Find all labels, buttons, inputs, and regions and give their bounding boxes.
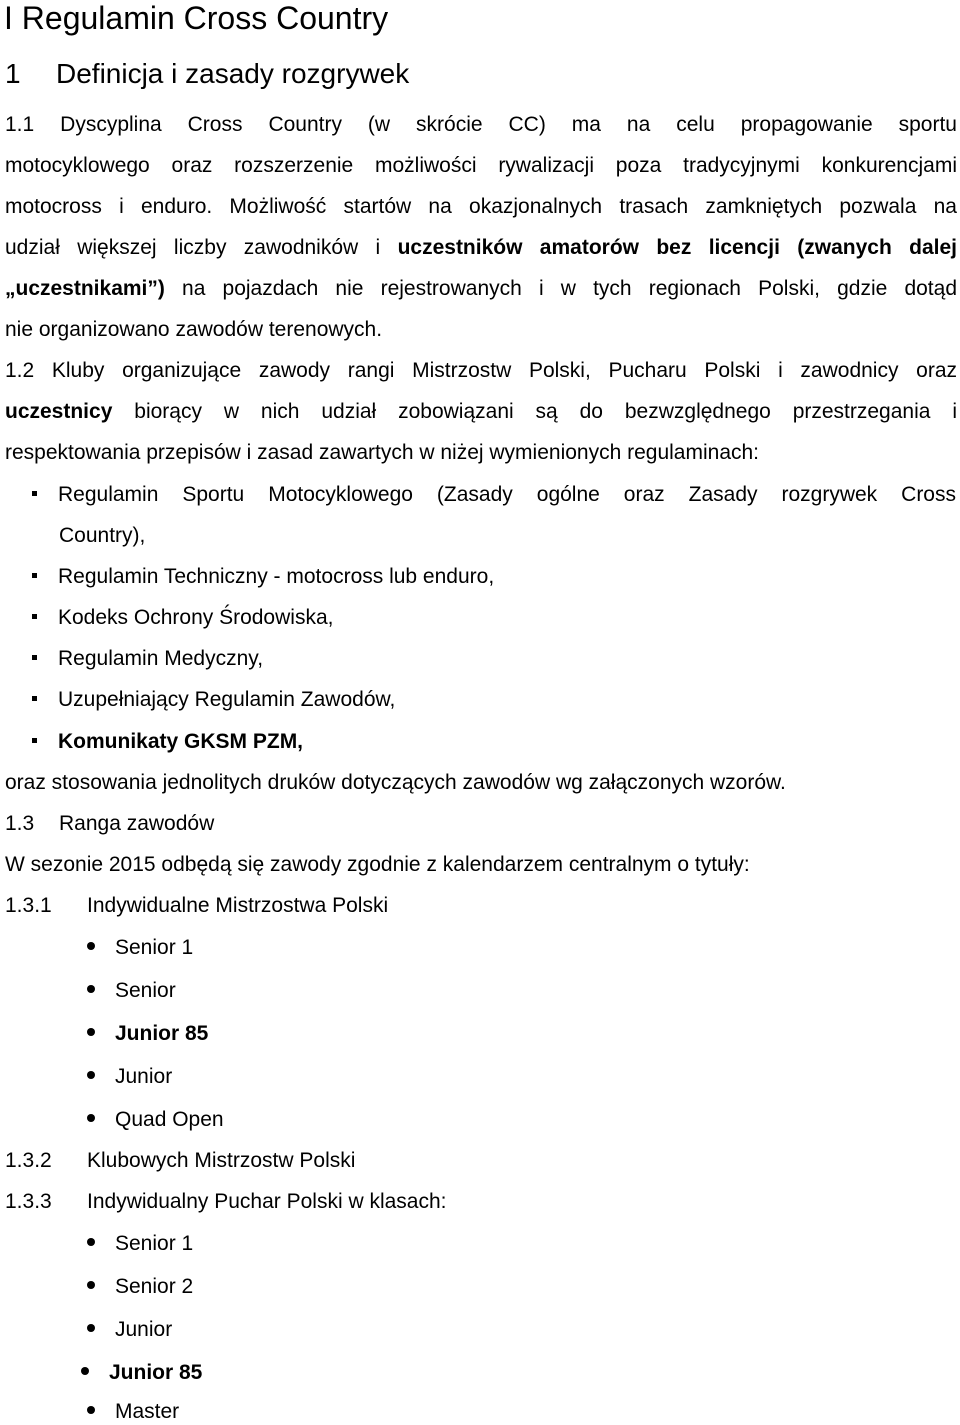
class-name: Senior 1	[115, 936, 194, 959]
round-bullet-icon	[87, 1406, 95, 1414]
class-list-item	[87, 1021, 208, 1047]
paragraph-1-1-line-2: motocyklowego oraz rozszerzenie możliwości rywalizacji poza tradycyjnymi konkurencjami	[5, 154, 957, 177]
list-item-text: Regulamin Medyczny,	[58, 647, 264, 670]
list-item-text: Komunikaty GKSM PZM,	[58, 730, 304, 753]
class-name: Junior	[115, 1318, 173, 1341]
list-item	[32, 482, 957, 508]
section-title: Indywidualne Mistrzostwa Polski	[87, 894, 389, 917]
section-heading-1-3-3	[5, 1189, 447, 1215]
class-name: Quad Open	[115, 1108, 224, 1131]
round-bullet-icon	[87, 1281, 95, 1289]
class-list-item	[87, 978, 176, 1004]
square-bullet-icon	[32, 655, 37, 660]
paragraph-1-1-line-5	[5, 276, 957, 302]
round-bullet-icon	[87, 1071, 95, 1079]
round-bullet-icon	[81, 1367, 89, 1375]
class-name: Junior 85	[109, 1361, 203, 1384]
section-heading-1-3	[5, 811, 214, 837]
list-item	[32, 564, 494, 590]
section-number: 1	[5, 58, 21, 89]
section-number: 1.3.3	[5, 1190, 52, 1213]
class-name: Senior 1	[115, 1232, 194, 1255]
section-heading-1	[5, 58, 409, 90]
document-title: I Regulamin Cross Country	[4, 0, 389, 36]
list-item	[32, 729, 303, 755]
round-bullet-icon	[87, 942, 95, 950]
list-item-text: Uzupełniający Regulamin Zawodów,	[58, 688, 396, 711]
text-run: biorący w nich udział zobowiązani są do bezwzględnego przestrzegania i	[112, 400, 957, 423]
class-name: Senior	[115, 979, 176, 1002]
paragraph-after-list: oraz stosowania jednolitych druków dotyczących zawodów wg załączonych wzorów.	[5, 771, 786, 794]
class-name: Junior	[115, 1065, 173, 1088]
section-1-3-intro: W sezonie 2015 odbędą się zawody zgodnie z kalendarzem centralnym o tytuły:	[5, 853, 750, 876]
section-number: 1.3.2	[5, 1149, 52, 1172]
paragraph-1-1-line-1: 1.1 Dyscyplina Cross Country (w skrócie CC) ma na celu propagowanie sportu	[5, 113, 957, 136]
paragraph-1-2-line-1: 1.2 Kluby organizujące zawody rangi Mistrzostw Polski, Pucharu Polski i zawodnicy oraz	[5, 359, 957, 382]
list-item-text: Regulamin Sportu Motocyklowego (Zasady ogólne oraz Zasady rozgrywek Cross	[58, 483, 956, 506]
list-item-continuation: Country),	[59, 524, 146, 547]
bold-text-run: uczestnicy	[5, 400, 113, 423]
class-list-item	[87, 1399, 179, 1425]
square-bullet-icon	[32, 573, 37, 578]
section-heading-1-3-1	[5, 893, 388, 919]
square-bullet-icon	[32, 491, 37, 496]
list-item-text: Kodeks Ochrony Środowiska,	[58, 606, 334, 629]
section-title: Klubowych Mistrzostw Polski	[87, 1149, 356, 1172]
section-title: Definicja i zasady rozgrywek	[56, 58, 410, 89]
text-run: udział większej liczby zawodników i	[5, 236, 398, 259]
section-number: 1.3.1	[5, 894, 52, 917]
section-heading-1-3-2	[5, 1148, 355, 1174]
class-list-item	[81, 1360, 202, 1386]
round-bullet-icon	[87, 1238, 95, 1246]
square-bullet-icon	[32, 614, 37, 619]
section-title: Ranga zawodów	[59, 812, 215, 835]
round-bullet-icon	[87, 1028, 95, 1036]
paragraph-1-1-line-4	[5, 235, 957, 261]
class-list-item	[87, 1064, 172, 1090]
paragraph-1-2-line-2	[5, 399, 957, 425]
square-bullet-icon	[32, 696, 37, 701]
class-list-item	[87, 1231, 193, 1257]
bold-text-run: uczestników amatorów bez licencji (zwanych dalej	[397, 236, 957, 259]
paragraph-1-1-line-3: motocross i enduro. Możliwość startów na okazjonalnych trasach zamkniętych pozwala na	[5, 195, 957, 218]
class-name: Junior 85	[115, 1022, 209, 1045]
list-item	[32, 605, 333, 631]
list-item	[32, 646, 263, 672]
paragraph-1-2-line-3: respektowania przepisów i zasad zawartych w niżej wymienionych regulaminach:	[5, 441, 760, 464]
class-name: Senior 2	[115, 1275, 194, 1298]
paragraph-1-1-line-6: nie organizowano zawodów terenowych.	[5, 318, 383, 341]
section-number: 1.3	[5, 812, 35, 835]
round-bullet-icon	[87, 985, 95, 993]
class-list-item	[87, 935, 193, 961]
class-list-item	[87, 1107, 224, 1133]
list-item-text: Regulamin Techniczny - motocross lub enduro,	[58, 565, 495, 588]
list-item	[32, 687, 395, 713]
bold-text-run: „uczestnikami”)	[5, 277, 165, 300]
round-bullet-icon	[87, 1324, 95, 1332]
class-list-item	[87, 1317, 172, 1343]
square-bullet-icon	[32, 738, 37, 743]
round-bullet-icon	[87, 1114, 95, 1122]
class-name: Master	[115, 1400, 180, 1423]
section-title: Indywidualny Puchar Polski w klasach:	[87, 1190, 447, 1213]
text-run: na pojazdach nie rejestrowanych i w tych regionach Polski, gdzie dotąd	[164, 277, 957, 300]
class-list-item	[87, 1274, 193, 1300]
